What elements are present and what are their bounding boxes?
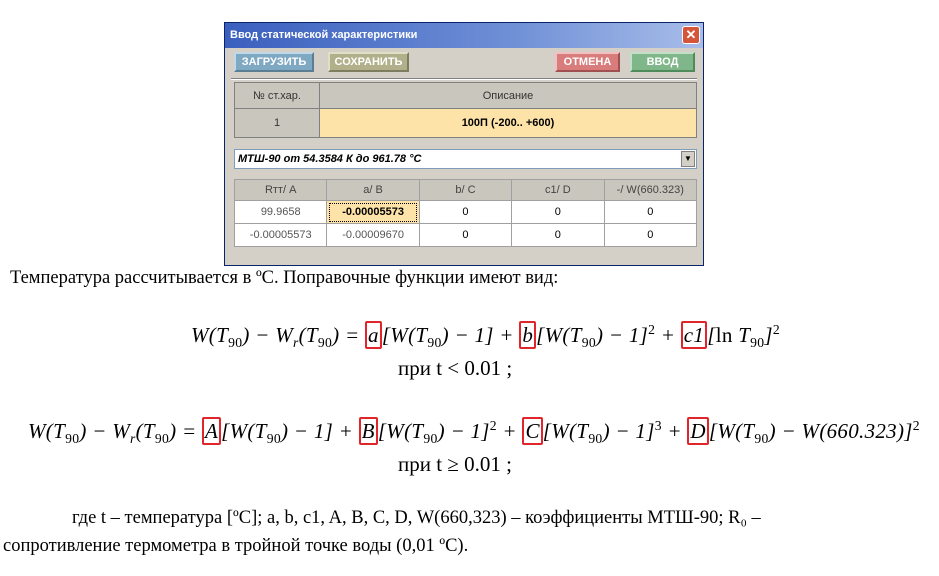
coef-box: A: [202, 417, 221, 445]
table-row: [235, 201, 697, 224]
coef-box: D: [687, 417, 708, 445]
save-button[interactable]: СОХРАНИТЬ: [328, 52, 409, 72]
cancel-button[interactable]: ОТМЕНА: [555, 52, 620, 72]
condition-1: при t < 0.01 ;: [398, 356, 513, 380]
coef-cell-selected[interactable]: -0.00005573: [327, 201, 419, 224]
coef-cell[interactable]: 0: [419, 224, 511, 247]
col-desc-header: Описание: [320, 83, 697, 109]
characteristic-table: [234, 82, 697, 138]
coef-header: b/ C: [419, 180, 511, 201]
coef-header: -/ W(660.323): [604, 180, 696, 201]
characteristic-dialog: [224, 22, 704, 266]
coef-header: c1/ D: [512, 180, 604, 201]
coef-cell[interactable]: 0: [604, 201, 696, 224]
characteristic-description[interactable]: 100П (-200.. +600): [320, 109, 697, 138]
characteristic-number[interactable]: 1: [235, 109, 320, 138]
coef-box: a: [365, 321, 382, 349]
note-text-line1: где t – температура [ºС]; a, b, c1, A, B, C, D, W(660,323) – коэффициенты МТШ-90; R₀ –: [72, 508, 761, 528]
coef-box: b: [519, 321, 536, 349]
coef-cell[interactable]: 99.9658: [235, 201, 327, 224]
coef-box: B: [359, 417, 378, 445]
table-row: [235, 224, 697, 247]
load-button[interactable]: ЗАГРУЗИТЬ: [234, 52, 314, 72]
dialog-title: Ввод статической характеристики: [225, 23, 703, 48]
coef-header: a/ В: [327, 180, 419, 201]
intro-text: Температура рассчитывается в ºС. Поправочные функции имеют вид:: [10, 268, 559, 288]
coef-header: Rтт/ А: [235, 180, 327, 201]
coef-cell[interactable]: -0.00005573: [235, 224, 327, 247]
ok-button[interactable]: ВВОД: [630, 52, 695, 72]
coef-cell[interactable]: 0: [512, 224, 604, 247]
coef-cell[interactable]: 0: [512, 201, 604, 224]
note-text-line2: сопротивление термометра в тройной точке воды (0,01 ºС).: [3, 536, 469, 556]
coef-cell[interactable]: 0: [604, 224, 696, 247]
coef-cell[interactable]: 0: [419, 201, 511, 224]
coef-box: C: [522, 417, 542, 445]
equation-2: $W(T_{90}) - W_r(T_{90}) = A$ $[W(T_{90}) - 1] + B$ $[W(T_{90}) - 1]^2 + C$ $[W(T_{90}) - 1]^3 + D$ $[W(T_{90}) - W(660.323)]^2$: [28, 418, 920, 447]
equation-1: $W(T_{90}) - W_r(T_{90}) = a$ $[W(T_{90}) - 1] + b$ $[W(T_{90}) - 1]^2 + c1$ [ln $T_{90}]^2$: [191, 322, 781, 351]
coefficient-table: [234, 179, 697, 247]
close-icon[interactable]: ✕: [682, 26, 700, 44]
condition-2: при t ≥ 0.01 ;: [398, 452, 512, 476]
coef-cell[interactable]: -0.00009670: [327, 224, 419, 247]
col-num-header: № ст.хар.: [235, 83, 320, 109]
coef-box: c1: [681, 321, 707, 349]
chevron-down-icon[interactable]: ▼: [681, 151, 695, 167]
scale-select-value: МТШ-90 от 54.3584 К до 961.78 °С: [238, 153, 422, 165]
scale-select[interactable]: [234, 149, 697, 169]
divider: [231, 78, 697, 80]
